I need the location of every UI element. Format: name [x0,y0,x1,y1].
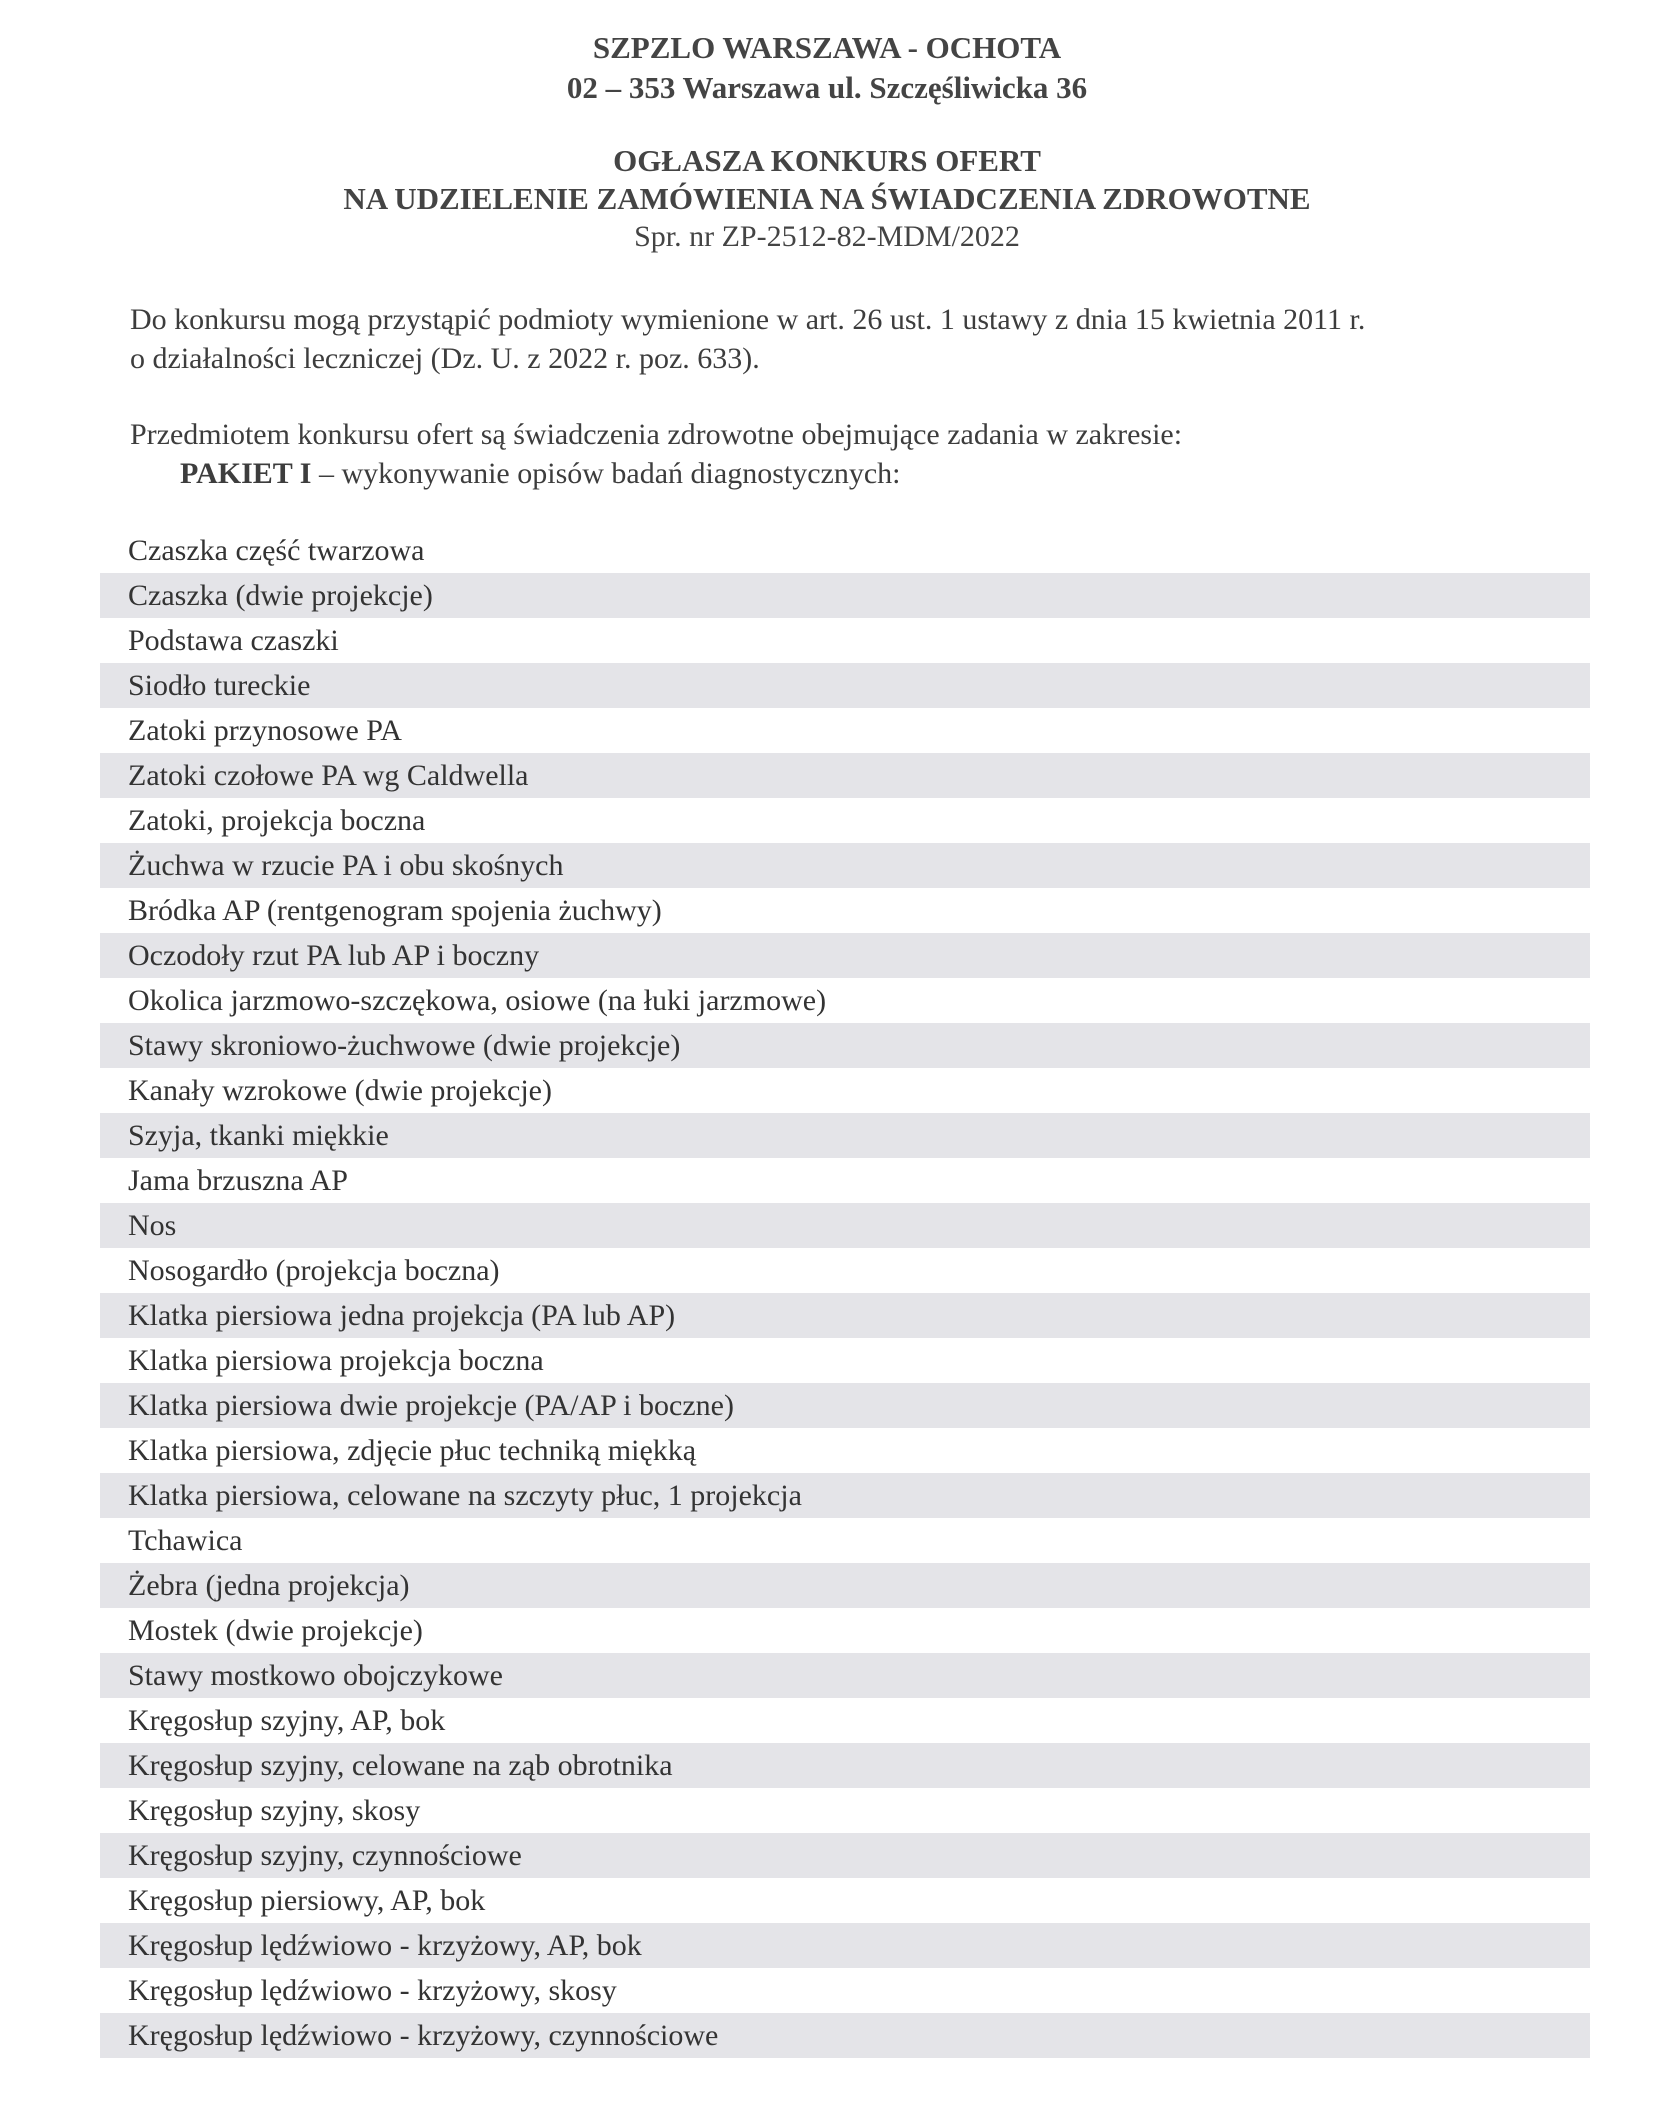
exam-item: Zatoki przynosowe PA [128,714,402,747]
organization-name: SZPZLO WARSZAWA - OCHOTA [592,30,1062,65]
exam-item: Mostek (dwie projekcje) [128,1614,423,1647]
eligibility-paragraph [130,300,1550,378]
subject-paragraph [130,415,1550,493]
exam-item: Zatoki czołowe PA wg Caldwella [100,753,1590,798]
announcement-title-line2: NA UDZIELENIE ZAMÓWIENIA NA ŚWIADCZENIA ZDROWOTNE [343,181,1311,216]
exam-item: Klatka piersiowa projekcja boczna [128,1344,544,1377]
exam-item: Stawy mostkowo obojczykowe [100,1653,1590,1698]
exam-item: Klatka piersiowa jedna projekcja (PA lub AP) [100,1293,1590,1338]
document-header [0,28,1654,108]
eligibility-line2: o działalności leczniczej (Dz. U. z 2022 r. poz. 633). [130,342,760,375]
announcement-title-block [0,142,1654,256]
exam-item: Kręgosłup szyjny, skosy [128,1794,421,1827]
exam-item: Oczodoły rzut PA lub AP i boczny [100,933,1590,978]
exam-item: Nosogardło (projekcja boczna) [128,1254,500,1287]
subject-line: Przedmiotem konkursu ofert są świadczenia zdrowotne obejmujące zadania w zakresie: [130,418,1183,451]
exam-item: Stawy skroniowo-żuchwowe (dwie projekcje) [100,1023,1590,1068]
exam-item: Siodło tureckie [100,663,1590,708]
exam-item: Kręgosłup szyjny, celowane na ząb obrotnika [100,1743,1590,1788]
exam-item: Kręgosłup szyjny, AP, bok [128,1704,446,1737]
exam-item: Klatka piersiowa dwie projekcje (PA/AP i boczne) [100,1383,1590,1428]
exam-item: Tchawica [128,1524,243,1557]
case-reference: Spr. nr ZP-2512-82-MDM/2022 [634,220,1020,253]
exam-item: Klatka piersiowa, celowane na szczyty płuc, 1 projekcja [100,1473,1590,1518]
exam-item: Czaszka (dwie projekcje) [100,573,1590,618]
exam-item: Zatoki, projekcja boczna [128,804,426,837]
exam-item: Czaszka część twarzowa [128,534,425,567]
exam-item: Podstawa czaszki [128,624,339,657]
exam-item: Kręgosłup szyjny, czynnościowe [100,1833,1590,1878]
package-heading [130,454,1550,493]
exam-item: Kręgosłup piersiowy, AP, bok [128,1884,486,1917]
exam-item: Kanały wzrokowe (dwie projekcje) [128,1074,552,1107]
exam-item: Okolica jarzmowo-szczękowa, osiowe (na łuki jarzmowe) [128,984,827,1017]
package-description: – wykonywanie opisów badań diagnostycznych: [311,457,901,490]
exam-item: Kręgosłup lędźwiowo - krzyżowy, skosy [128,1974,617,2007]
exam-item: Żebra (jedna projekcja) [100,1563,1590,1608]
exam-item: Szyja, tkanki miękkie [100,1113,1590,1158]
announcement-title-line1: OGŁASZA KONKURS OFERT [613,143,1041,178]
exam-item: Klatka piersiowa, zdjęcie płuc techniką miękką [128,1434,697,1467]
exam-item: Jama brzuszna AP [128,1164,348,1197]
exam-item: Kręgosłup lędźwiowo - krzyżowy, czynnościowe [100,2013,1590,2058]
exam-item: Bródka AP (rentgenogram spojenia żuchwy) [128,894,662,927]
exam-list [100,528,1600,2058]
package-label: PAKIET I [180,457,312,490]
eligibility-line1: Do konkursu mogą przystąpić podmioty wymienione w art. 26 ust. 1 ustawy z dnia 15 kwietnia 2011 r. [130,303,1366,336]
organization-address: 02 – 353 Warszawa ul. Szczęśliwicka 36 [566,70,1088,105]
exam-item: Nos [100,1203,1590,1248]
exam-item: Kręgosłup lędźwiowo - krzyżowy, AP, bok [100,1923,1590,1968]
exam-item: Żuchwa w rzucie PA i obu skośnych [100,843,1590,888]
